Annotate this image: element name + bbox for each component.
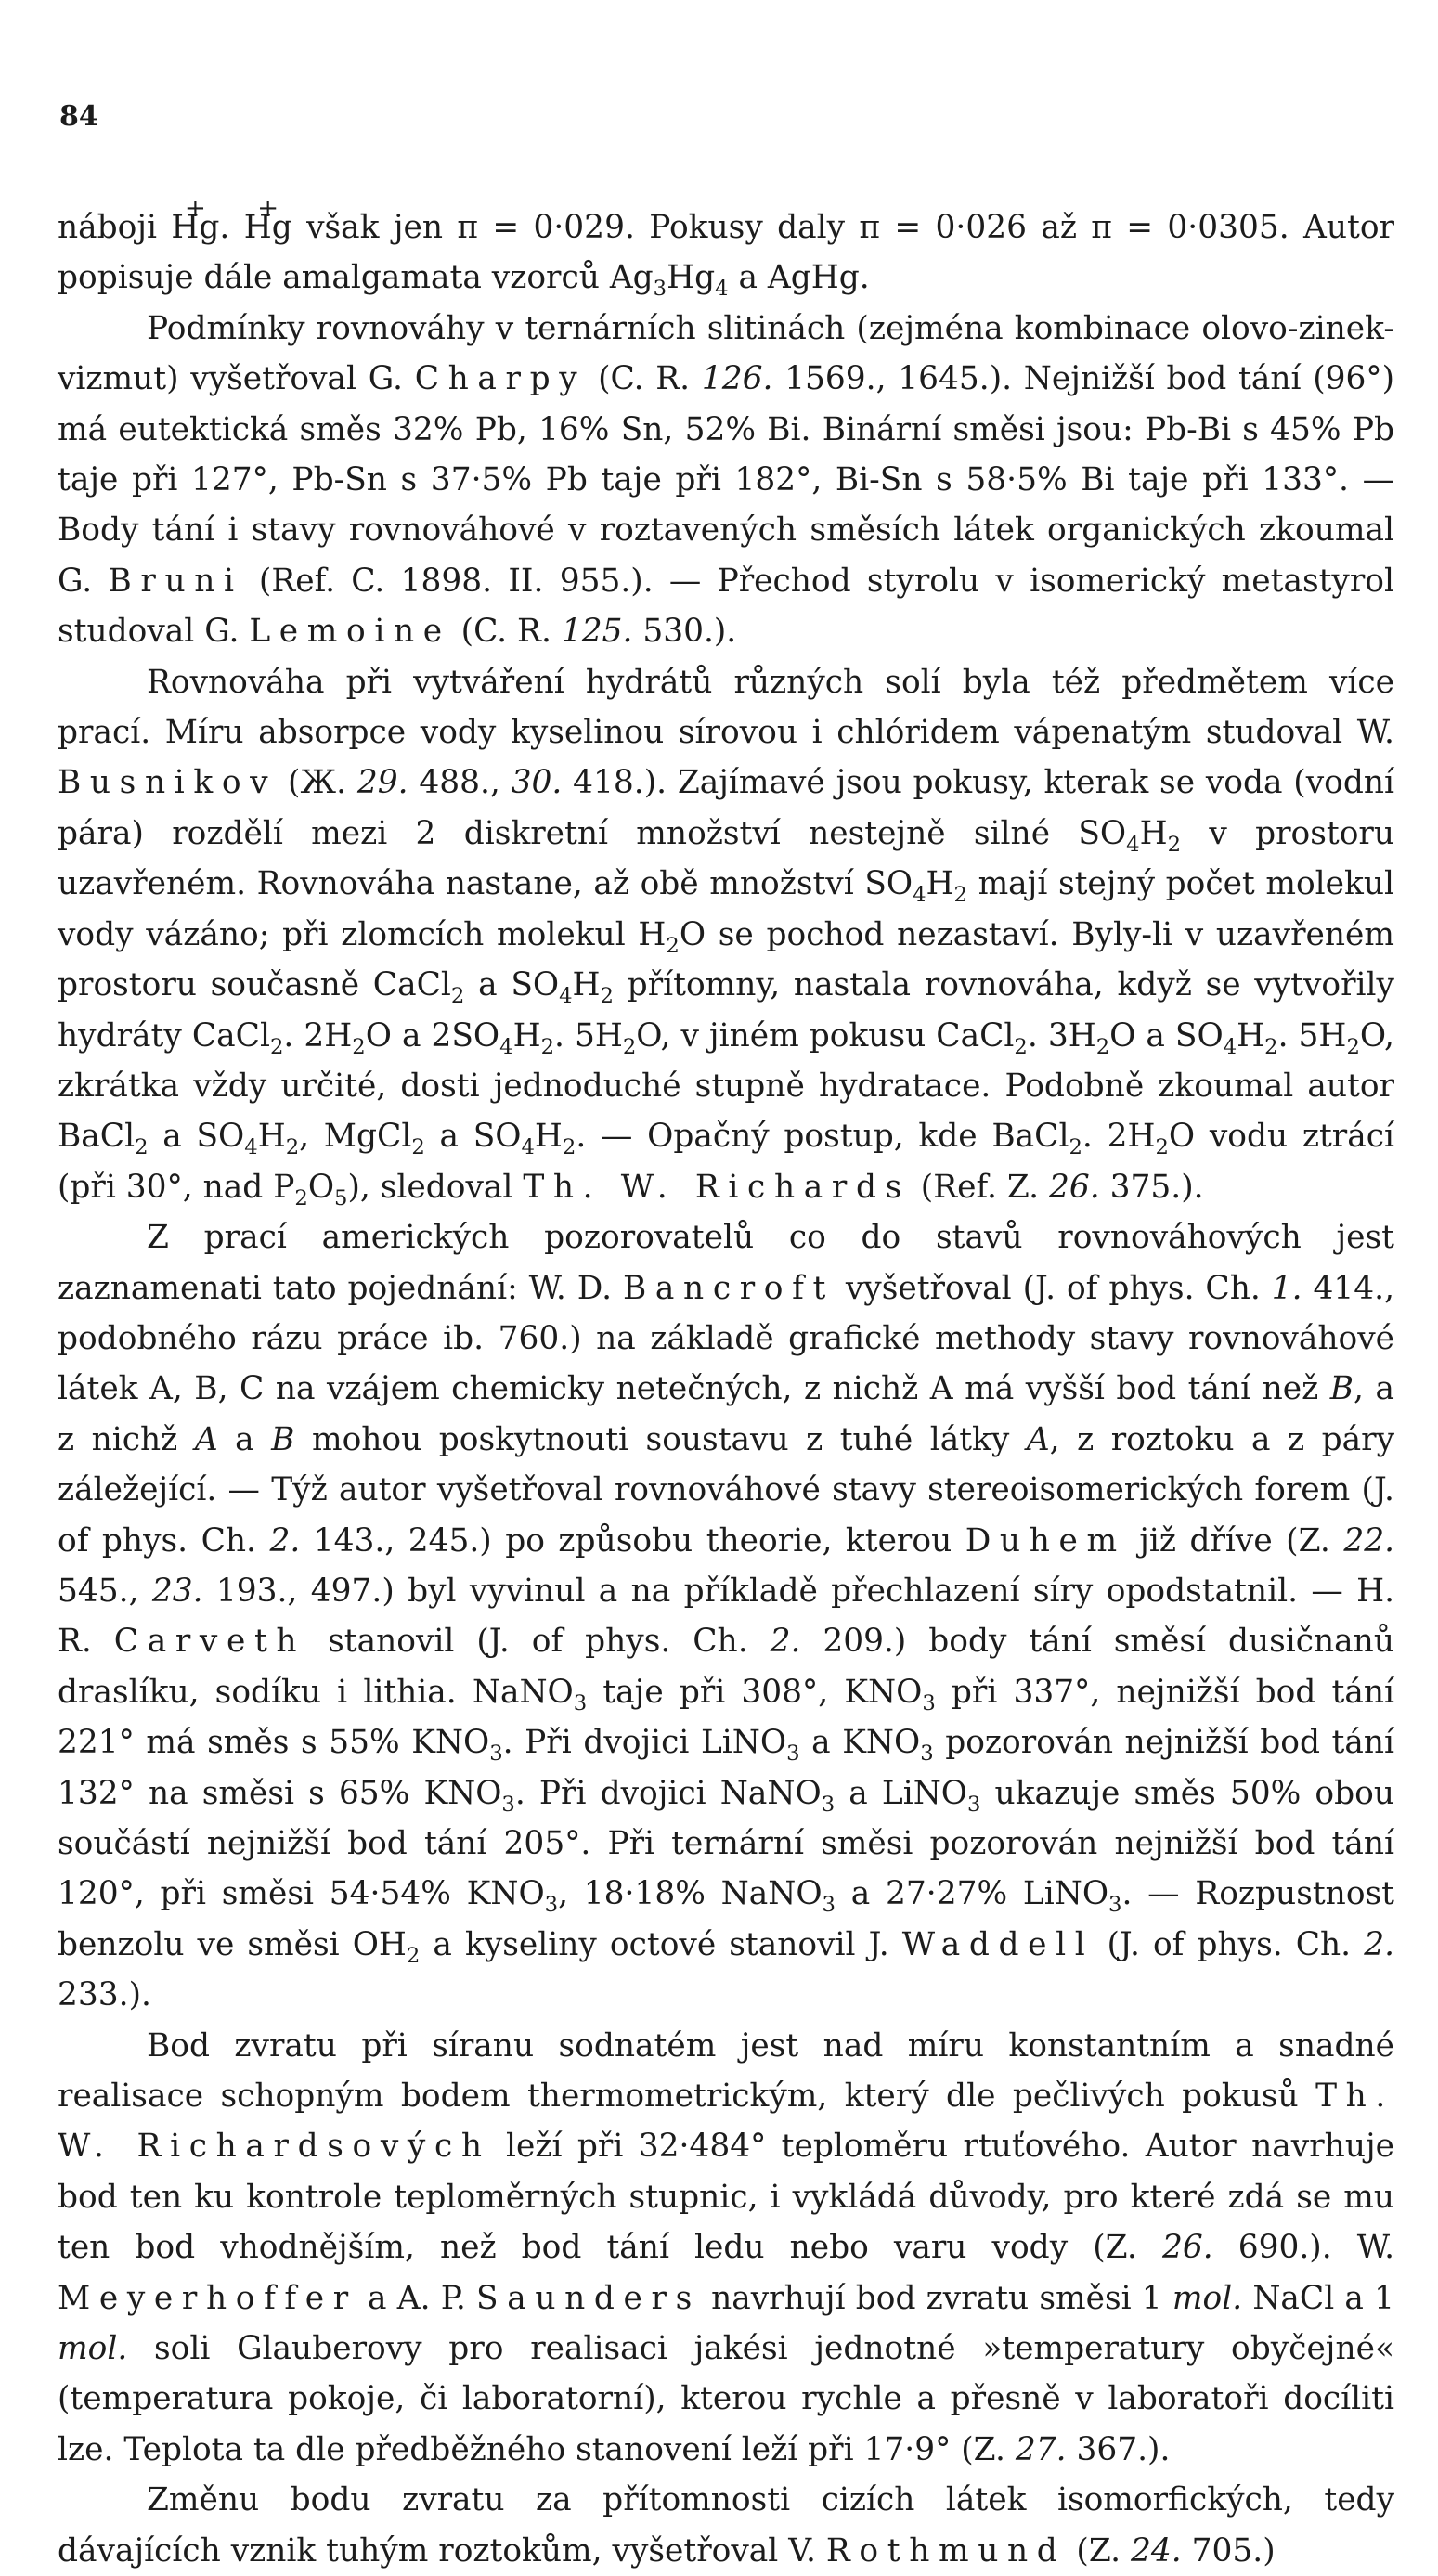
paragraph-2: Podmínky rovnováhy v ternárních slitinách (zejména kombinace olovo-zinek-vizmut) vyšetřoval G. Charpy (C. R. 126. 1569., 1645.). Nejnižší bod tání (96°) má eutektická směs 32% Pb, 16% Sn, 52% Bi. Binární směsi jsou: Pb-Bi s 45% Pb taje při 127°, Pb-Sn s 37·5% Pb taje při 182°, Bi-Sn s 58·5% Bi taje při 133°. — Body tání i stavy rovnováhové v roztavených směsích látek organických zkoumal G. Bruni (Ref. C. 1898. II. 955.). — Přechod styrolu v isomerický metastyrol studoval G. Lemoine (C. R. 125. 530.). xyxy=(58,309,1394,651)
paragraph-1: náboji + Hg. + Hg však jen π = 0·029. Pokusy daly π = 0·026 až π = 0·0305. Autor popisuje dále amalgamata vzorců $Ag_3Hg_4$ a AgHg. xyxy=(58,202,1394,304)
paragraph-4: Z prací amerických pozorovatelů co do stavů rovnováhových jest zaznamenati tato pojednání: W. D. Bancroft vyšetřoval (J. of phys. Ch. 1. 414., podobného rázu práce ib. 760.) na základě grafické methody stavy rovnováhové látek A, B, C na vzájem chemicky netečných, z nichž A má vyšší bod tání než B, a z nichž A a B mohou poskytnouti soustavu z tuhé látky A, z roztoku a z páry záležející. — Týž autor vyšetřoval rovnováhové stavy stereoisomerických forem (J. of phys. Ch. 2. 143., 245.) po způsobu theorie, kterou Duhem již dříve (Z. 22. 545., 23. 193., 497.) byl vyvinul a na příkladě přechlazení síry opodstatnil. — H. R. Carveth stanovil (J. of phys. Ch. 2. 209.) body tání směsí dusičnanů draslíku, sodíku i lithia. NaNO$_3$ taje při 308°, $KNO_3$ při 337°, nejnižší bod tání 221° má směs s 55% $KNO_3$. Při dvojici LiNO$_3$ a $KNO_3$ pozorován nejnižší bod tání 132° na směsi s 65% $KNO_3$. Při dvojici NaNO$_3$ a LiNO$_3$ ukazuje směs 50% obou součástí nejnižší bod tání 205°. Při ternární směsi pozorován nejnižší bod tání 120°, při směsi 54·54% $KNO_3$, 18·18% NaNO$_3$ a 27·27% LiNO$_3$. — Rozpustnost benzolu ve směsi $OH_2$ a kyseliny octové stanovil J. Waddell (J. of phys. Ch. 2. 233.). xyxy=(58,1219,1395,2014)
paragraph-5: Bod zvratu při síranu sodnatém jest nad míru konstantním a snadné realisace schopným bodem thermometrickým, který dle pečlivých pokusů Th. W. Richardsových leží při 32·484° teploměru rtuťového. Autor navrhuje bod ten ku kontrole teploměrných stupnic, i vykládá důvody, pro které zdá se mu ten bod vhodnějším, než bod tání ledu nebo varu vody (Z. 26. 690.). W. Meyerhoffer a A. P. Saunders navrhují bod zvratu směsi 1 mol. NaCl a 1 mol. soli Glauberovy pro realisaci jakési jednotné »temperatury obyčejné« (temperatura pokoje, či laboratorní), kterou rychle a přesně v laboratoři docíliti lze. Teplota ta dle předběžného stanovení leží při 17·9° (Z. 27. 367.). xyxy=(58,2026,1395,2468)
paragraph-6: Změnu bodu zvratu za přítomnosti cizích látek isomorfických, tedy dávajících vznik tuhým roztokům, vyšetřoval V. Rothmund (Z. 24. 705.) xyxy=(58,2481,1394,2570)
body-text xyxy=(58,202,1394,2576)
paragraph-3: Rovnováha při vytváření hydrátů různých solí byla též předmětem více prací. Míru absorpce vody kyselinou sírovou i chlóridem vápenatým studoval W. Busnikov (Ж. 29. 488., 30. 418.). Zajímavé jsou pokusy, kterak se voda (vodní pára) rozdělí mezi 2 diskretní množství nestejně silné $SO_4H_2$ v prostoru uzavřeném. Rovnováha nastane, až obě množství $SO_4H_2$ mají stejný počet molekul vody vázáno; při zlomcích molekul $H_2O$ se pochod nezastaví. Byly-li v uzavřeném prostoru současně CaCl$_2$ a $SO_4H_2$ přítomny, nastala rovnováha, když se vytvořily hydráty CaCl$_2$. $2H_2O$ a $2SO_4H_2$. $5H_2O$, v jiném pokusu CaCl$_2$. $3H_2O$ a $SO_4H_2$. $5H_2O$, zkrátka vždy určité, dosti jednoduché stupně hydratace. Podobně zkoumal autor BaCl$_2$ a $SO_4H_2$, MgCl$_2$ a $SO_4H_2$. — Opačný postup, kde BaCl$_2$. $2H_2O$ vodu ztrácí (při 30°, nad $P_2O_5$), sledoval Th. W. Richards (Ref. Z. 26. 375.). xyxy=(58,663,1395,1210)
page-number: 84 xyxy=(59,100,98,133)
